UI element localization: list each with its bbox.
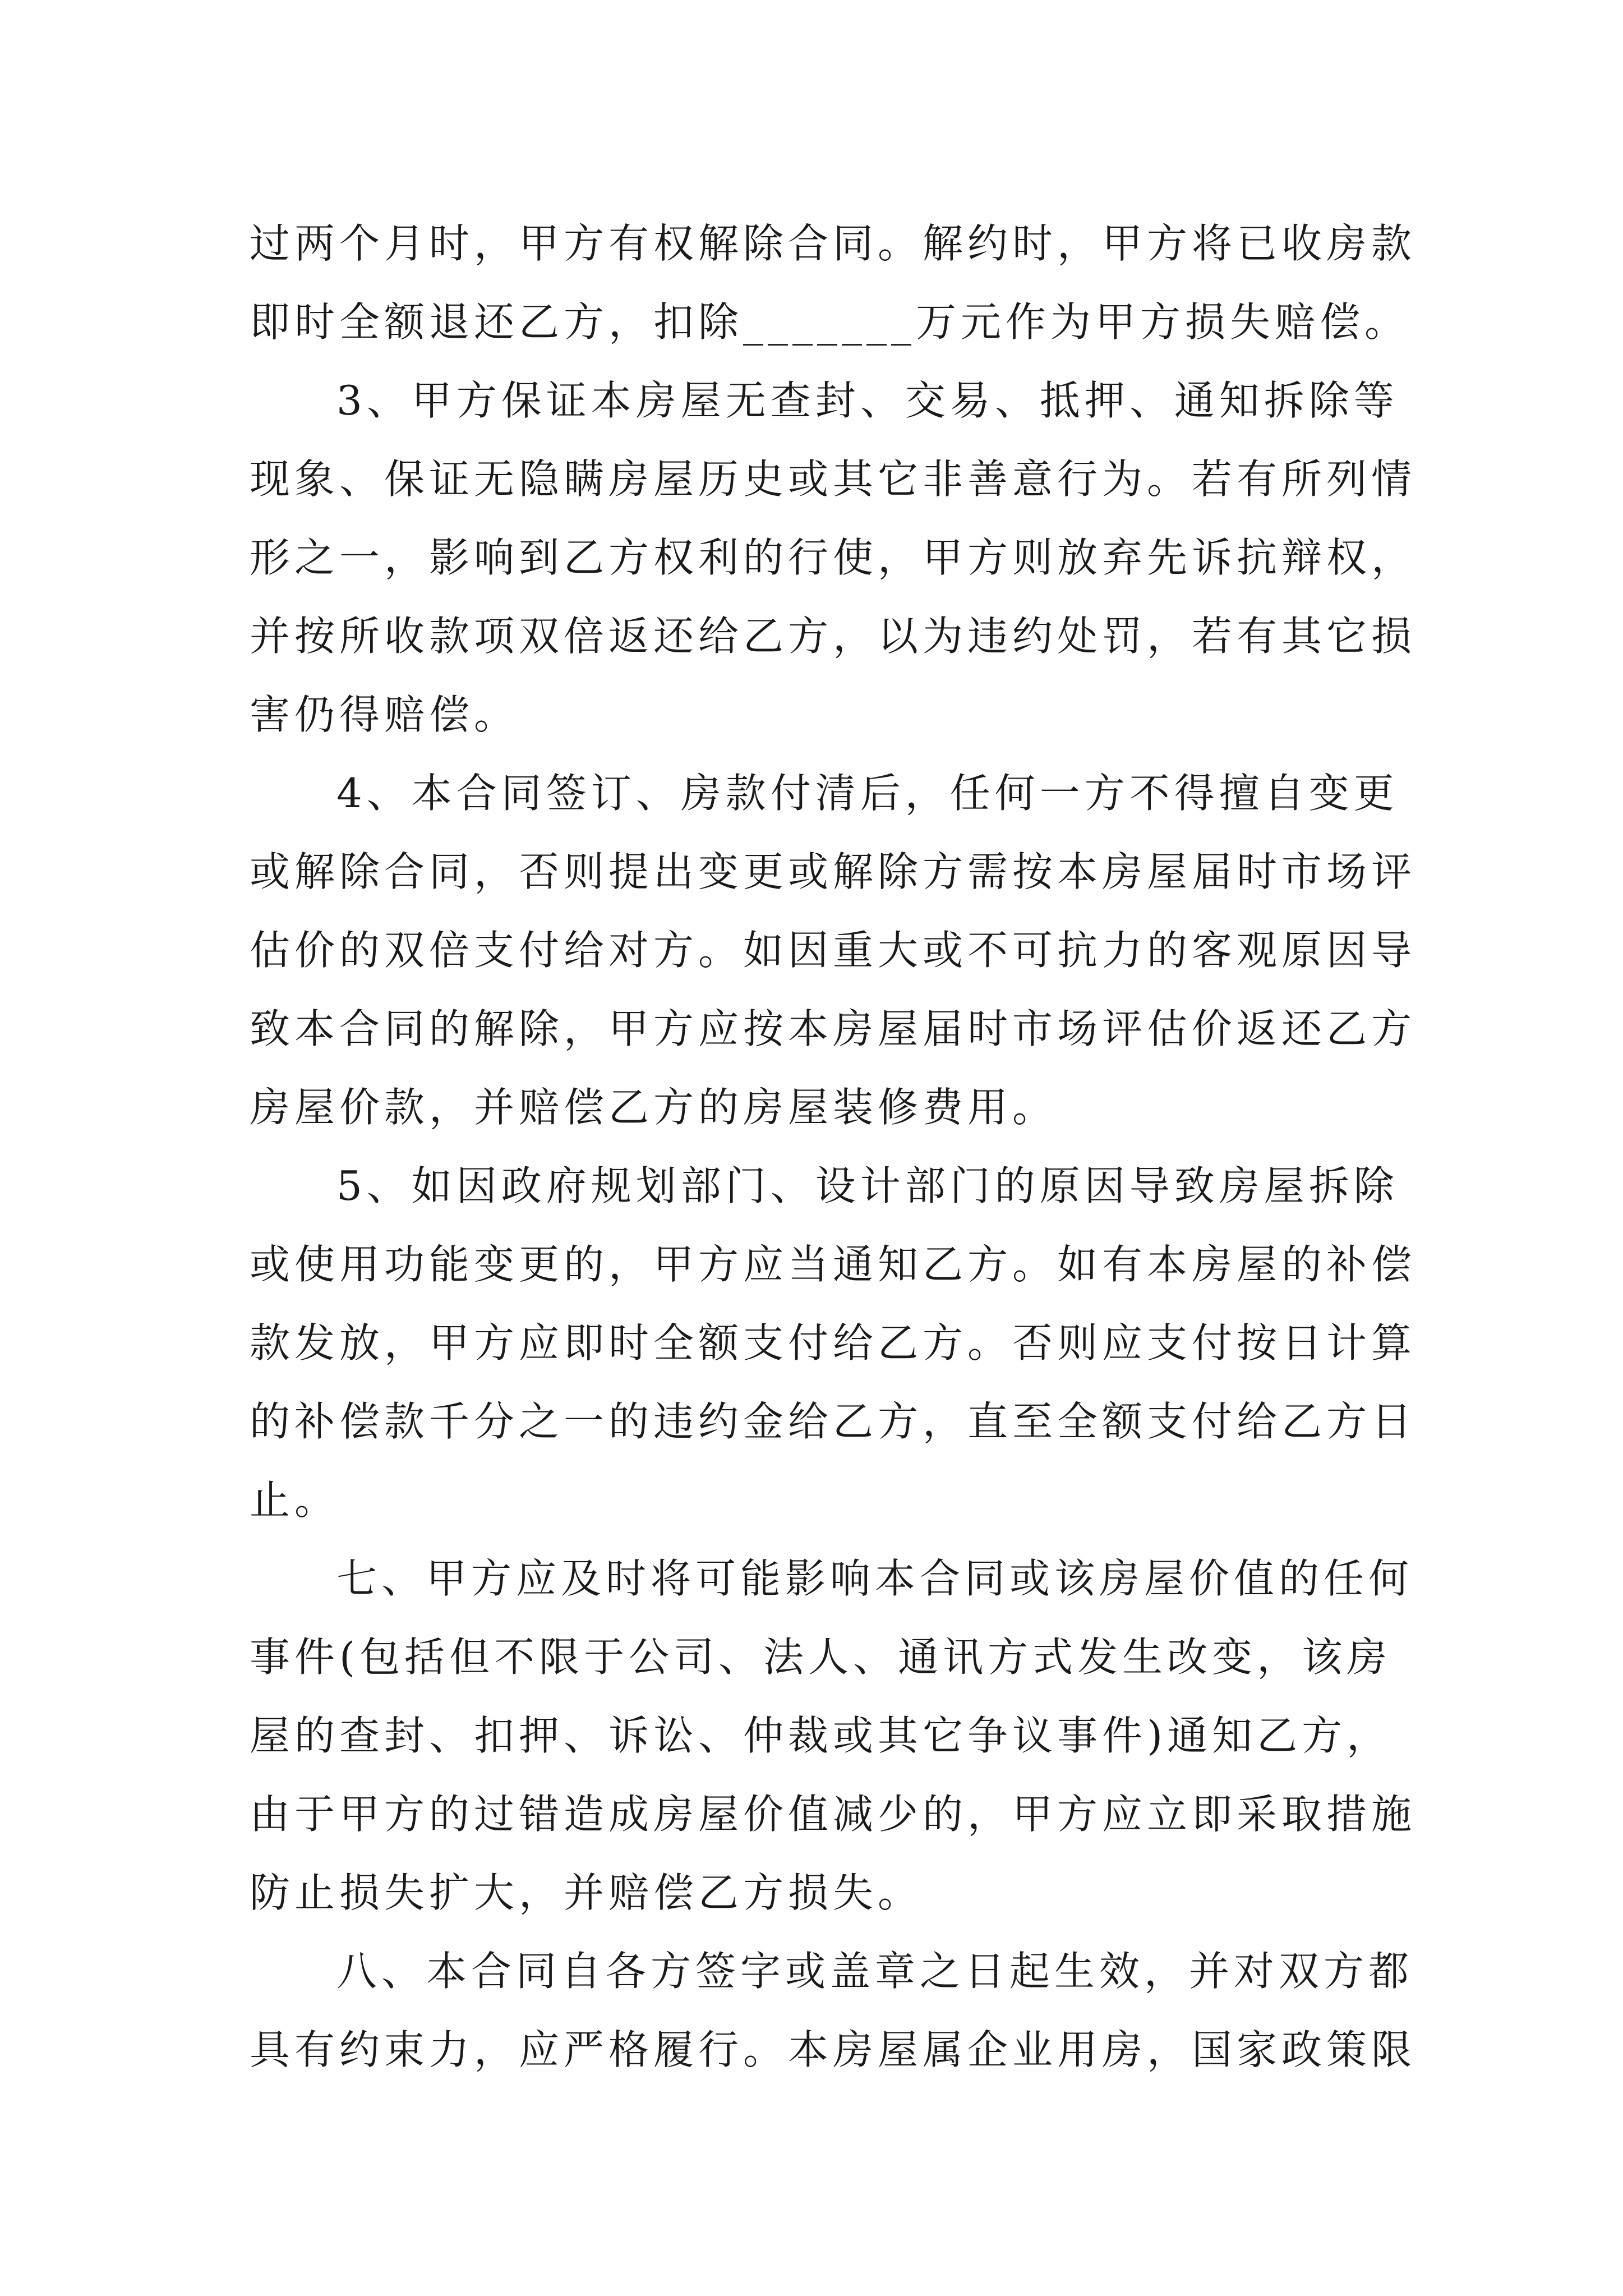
clause-8-start: 八、本合同自各方签字或盖章之日起生效，并对双方都 <box>336 1948 1414 1995</box>
text-line: 由于甲方的过错造成房屋价值减少的，甲方应立即采取措施 <box>250 1791 1417 1838</box>
clause-3-start: 3、甲方保证本房屋无查封、交易、抵押、通知拆除等 <box>336 377 1399 424</box>
text-line: 估价的双倍支付给对方。如因重大或不可抗力的客观原因导 <box>250 927 1417 974</box>
text-line: 防止损失扩大，并赔偿乙方损失。 <box>250 1869 923 1916</box>
text-line: 形之一，影响到乙方权利的行使，甲方则放弃先诉抗辩权， <box>250 534 1417 581</box>
text-line: 的补偿款千分之一的违约金给乙方，直至全额支付给乙方日 <box>250 1398 1417 1445</box>
clause-5-start: 5、如因政府规划部门、设计部门的原因导致房屋拆除 <box>336 1162 1399 1209</box>
text-line: 并按所收款项双倍返还给乙方，以为违约处罚，若有其它损 <box>250 613 1417 660</box>
text-line: 害仍得赔偿。 <box>250 691 519 738</box>
clause-4-start: 4、本合同签订、房款付清后，任何一方不得擅自变更 <box>336 770 1399 817</box>
text-line: 具有约束力，应严格履行。本房屋属企业用房，国家政策限 <box>250 2026 1417 2073</box>
text-line: 过两个月时，甲方有权解除合同。解约时，甲方将已收房款 <box>250 220 1417 267</box>
text-line: 款发放，甲方应即时全额支付给乙方。否则应支付按日计算 <box>250 1319 1417 1366</box>
text-line: 或解除合同，否则提出变更或解除方需按本房屋届时市场评 <box>250 848 1417 895</box>
text-line: 止。 <box>250 1476 340 1524</box>
text-line: 房屋价款，并赔偿乙方的房屋装修费用。 <box>250 1084 1058 1131</box>
clause-7-start: 七、甲方应及时将可能影响本合同或该房屋价值的任何 <box>336 1555 1414 1602</box>
text-line: 即时全额退还乙方，扣除_______万元作为甲方损失赔偿。 <box>250 298 1410 346</box>
text-line: 致本合同的解除，甲方应按本房屋届时市场评估价返还乙方 <box>250 1005 1417 1052</box>
text-line: 事件(包括但不限于公司、法人、通讯方式发生改变，该房 <box>250 1634 1392 1681</box>
text-line: 屋的查封、扣押、诉讼、仲裁或其它争议事件)通知乙方， <box>250 1712 1392 1759</box>
text-line: 或使用功能变更的，甲方应当通知乙方。如有本房屋的补偿 <box>250 1241 1417 1288</box>
text-line: 现象、保证无隐瞒房屋历史或其它非善意行为。若有所列情 <box>250 455 1417 503</box>
